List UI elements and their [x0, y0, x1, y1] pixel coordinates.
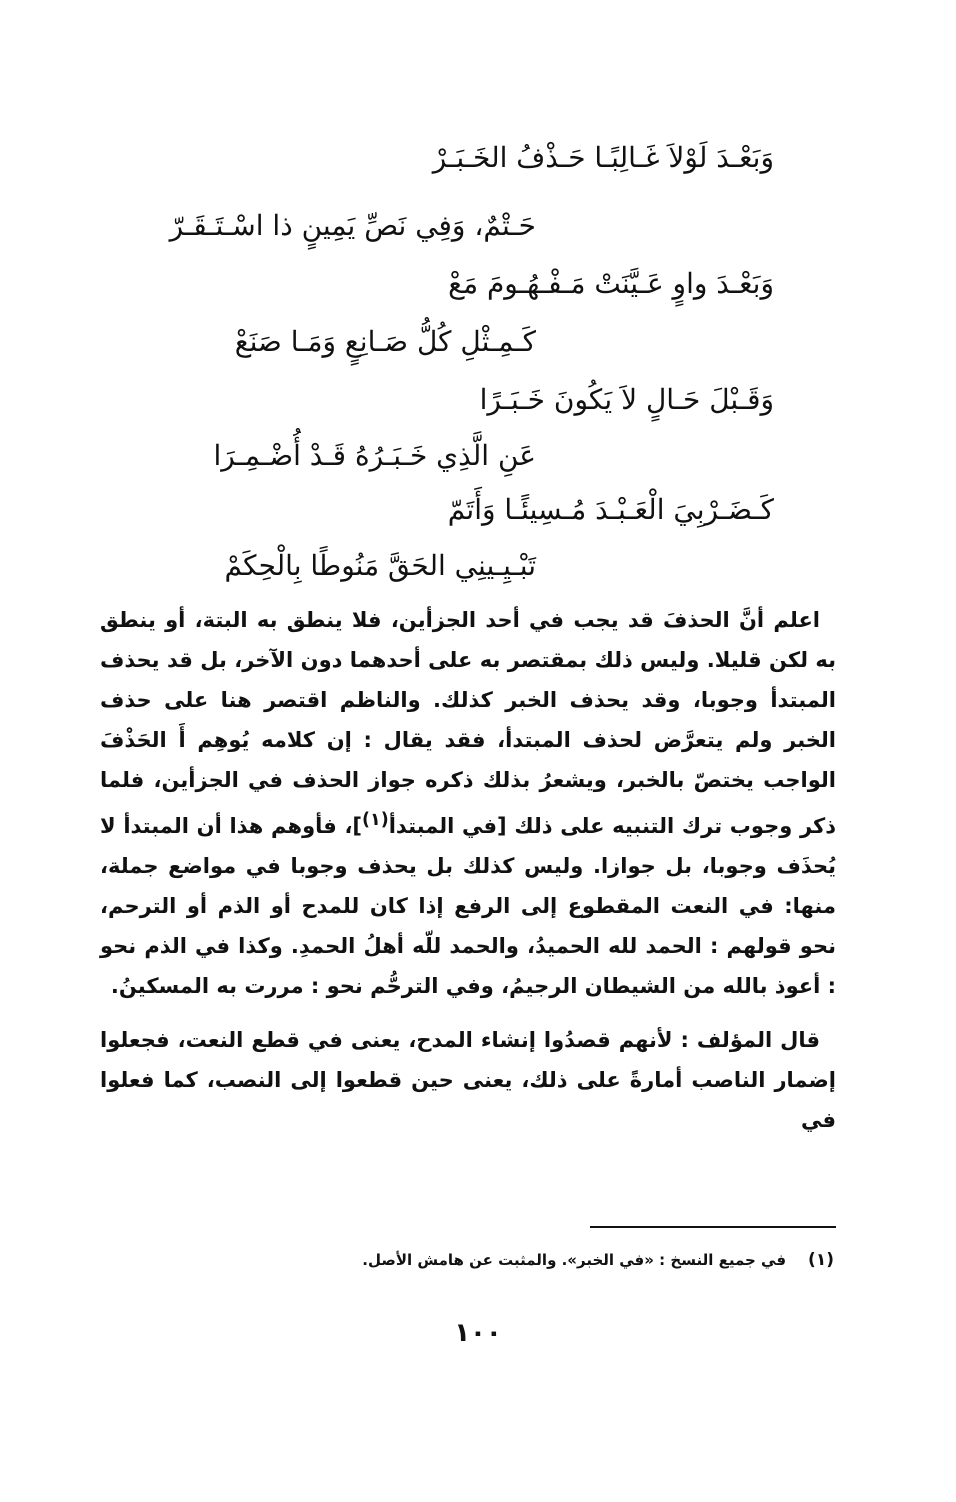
- verse-line-4: كَـمِـثْلِ كُلُّ صَـانِعٍ وَمَـا صَنَعْ: [234, 325, 536, 358]
- verse-line-5: وَقَـبْلَ حَـالٍ لاَ يَكُونَ خَـبَـرًا: [479, 383, 774, 416]
- commentary-body: [100, 600, 836, 1140]
- page-number: ١٠٠: [454, 1318, 502, 1348]
- verse-line-8: تَبْـيِـينِي الحَقَّ مَنُوطًا بِالْحِكَمْ: [224, 549, 536, 582]
- paragraph-1-continuation: ]، فأوهم هذا أن المبتدأ لا يُحذَف وجوبا، بل جوازا. وليس كذلك بل يحذف وجوبا في مواضع جملة، منها: في النعت المقطوع إلى الرفع إذا كان للمدح أو الذم أو الترحم، نحو قولهم : الحمد لله الحميدُ، والحمد للّه أهلُ الحمدِ. وكذا في الذم نحو : أعوذ بالله من الشيطان الرجيمُ، وفي الترحُّم نحو : مررت به المسكينُ.: [100, 814, 836, 998]
- verse-line-1: وَبَعْـدَ لَوْلاَ غَـالِبًـا حَـذْفُ الخَـبَـرْ: [432, 141, 774, 174]
- verse-line-7: كَـضَـرْبِيَ الْعَـبْـدَ مُـسِيئًـا وَأَتَمّ: [447, 493, 774, 526]
- footnote: [362, 1250, 834, 1270]
- paragraph-1-text: اعلم أنَّ الحذفَ قد يجب في أحد الجزأين، فلا ينطق به البتة، أو ينطق به لكن قليلا. وليس ذلك بمقتصر به على أحدهما دون الآخر، بل قد يحذف المبتدأ وجوبا، وقد يحذف الخبر كذلك. والناظم اقتصر هنا على حذف الخبر ولم يتعرَّض لحذف المبتدأ، فقد يقال : إن كلامه يُوهِم أَ الحَذْفَ الواجب يختصّ بالخبر، ويشعرُ بذلك ذكره جواز الحذف في الجزأين، فلما ذكر وجوب ترك التنبيه على ذلك [في المبتدأ: [100, 608, 836, 838]
- footnote-separator: [590, 1226, 836, 1228]
- commentary-paragraph-2: قال المؤلف : لأنهم قصدُوا إنشاء المدح، يعنى في قطع النعت، فجعلوا إضمار الناصب أمارةً على ذلك، يعنى حين قطعوا إلى النصب، كما فعلوا في: [100, 1028, 836, 1132]
- verse-line-2: حَـتْمٌ، وَفِي نَصِّ يَمِينٍ ذا اسْـتَـقَـرّ: [169, 209, 536, 242]
- footnote-text: في جميع النسخ : «في الخبر». والمثبت عن هامش الأصل.: [362, 1251, 787, 1269]
- verse-line-3: وَبَعْـدَ واوٍ عَـيَّنَتْ مَـفْـهُـومَ مَعْ: [448, 267, 774, 300]
- verse-line-6: عَنِ الَّذِي خَـبَـرُهُ قَـدْ أُضْـمِـرَا: [213, 439, 536, 472]
- commentary-paragraph-1: [100, 600, 836, 1006]
- footnote-reference: (١): [362, 810, 389, 830]
- footnote-number: (١): [808, 1250, 834, 1270]
